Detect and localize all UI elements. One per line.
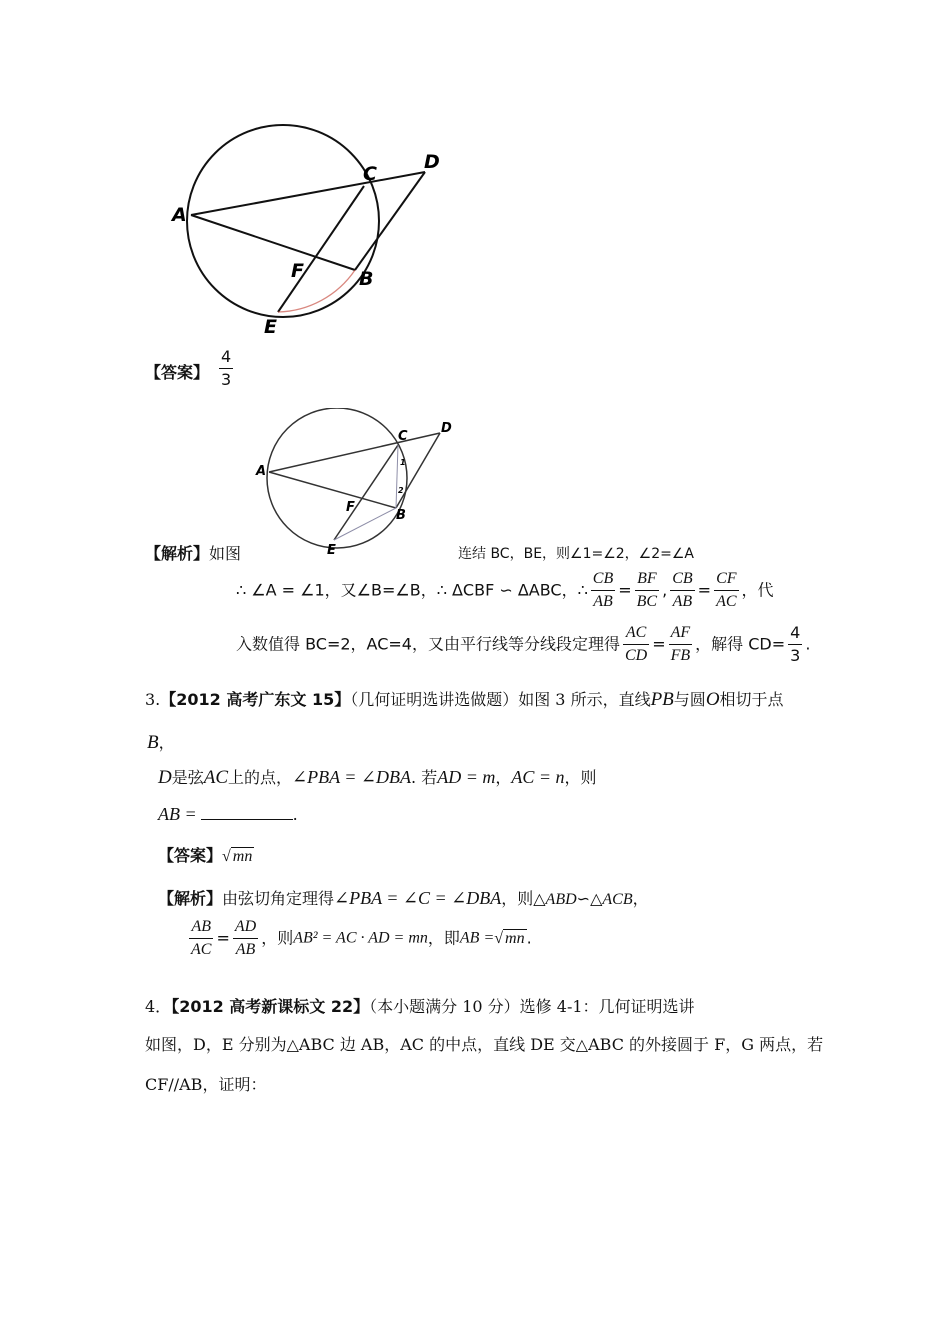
fig2-line-EB [334,508,396,540]
q3-answer-blank [201,805,293,820]
q3-analysis-line-1: 【解析】由弦切角定理得∠PBA = ∠C = ∠DBA，则△ABD∽△ACB， [158,888,649,908]
fig2-line-CB [396,445,398,508]
figure-1-diagram [160,110,460,345]
answer-1-denominator: 3 [221,370,232,389]
q3-analysis-line-2: $\frac{AB}{AC}$ = $\frac{AD}{AB}$ ，则AB² = AC · AD = mn，即AB =√ mn . [191,918,532,958]
fig1-label-D: D [424,151,440,173]
fig1-circle [187,125,379,317]
q3-point-b-line: B， [147,732,175,753]
q4-body-line-2: CF//AB，证明： [145,1075,267,1094]
fig1-line-AB [191,215,355,270]
fig1-arc-EB [278,270,355,312]
q3-answer-line: 【答案】√ mn [158,845,254,868]
answer-1-numerator: 4 [219,346,233,369]
fig2-label-B: B [396,508,406,523]
fig1-label-B: B [359,268,374,290]
fig1-line-AD [191,172,425,215]
q4-source: 【2012 高考新课标文 22】 [171,997,370,1016]
fig1-label-A: A [172,204,187,226]
figure-2-diagram [250,408,470,563]
fig1-label-C: C [363,163,377,185]
fig1-line-DB [355,172,425,270]
analysis-1-lead-line [145,543,241,565]
answer-1-value [216,346,236,391]
q4-number: 4． [145,997,172,1016]
fig2-label-angle-2: 2 [398,486,404,495]
fig1-label-E: E [264,316,277,338]
fig2-label-F: F [346,500,355,515]
q3-source: 【2012 高考广东文 15】 [160,690,351,709]
q3-condition-line: D是弦AC上的点，∠PBA = ∠DBA. 若AD = m，AC = n，则 [158,767,597,788]
analysis-1-tag: 【解析】 [145,544,210,563]
fig2-label-C: C [398,429,408,444]
answer-1-tag: 【答案】 [145,363,210,382]
analysis-1-line-2: ∴ ∠A = ∠1，又∠B=∠B，∴ ΔCBF ∽ ΔABC，∴ $\frac{CB}{AB}$ = $\frac{BF}{BC}$ , $\frac{CB}{AB}$ = $\frac{CF}{AC}$ ，代 [236,570,774,610]
q3-heading-line: 3.【2012 高考广东文 15】（几何证明选讲选做题）如图 3 所示，直线PB与圆O相切于点 [145,689,784,710]
fig2-line-DB [396,433,440,508]
analysis-1-line-3: 入数值得 BC=2，AC=4，又由平行线等分线段定理得 $\frac{AC}{CD}$ = $\frac{AF}{FB}$ ，解得 CD= $\frac{4}{3}$ . [236,623,811,665]
q4-body-line-1: 如图，D，E 分别为△ABC 边 AB，AC 的中点，直线 DE 交△ABC 的外接圆于 F，G 两点，若 [145,1035,824,1054]
fig2-label-D: D [441,421,452,436]
analysis-1-line-1: 连结 BC，BE，则∠1=∠2，∠2=∠A [458,546,694,562]
q3-question-line: AB = . [158,804,298,824]
analysis-1-lead: 如图 [209,544,242,563]
fig2-line-AD [269,433,440,472]
q3-answer-sqrt: √ mn [222,848,253,865]
fig1-label-F: F [291,260,304,282]
q4-heading-line: 4．【2012 高考新课标文 22】（本小题满分 10 分）选修 4-1：几何证明选讲 [145,997,695,1016]
fig2-label-E: E [327,543,336,558]
q3-number: 3. [145,690,161,709]
fig2-label-A: A [256,464,267,479]
fig2-label-angle-1: 1 [400,458,406,467]
